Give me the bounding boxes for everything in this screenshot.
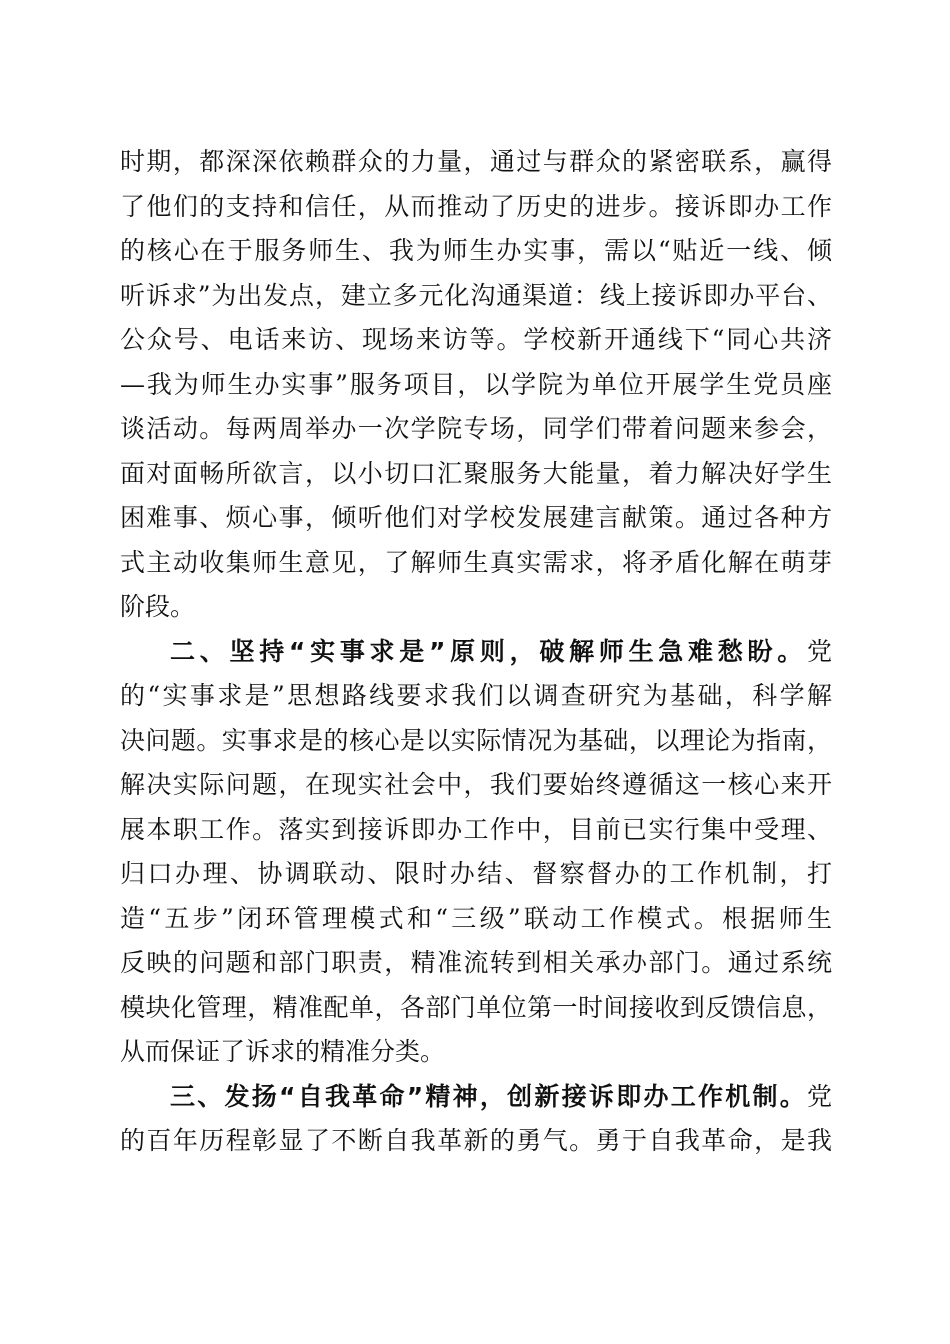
paragraph-line: 反映的问题和部门职责，精准流转到相关承办部门。通过系统 xyxy=(120,948,832,977)
section-heading: 二、坚持“实事求是”原则，破解师生急难愁盼。 xyxy=(170,636,807,666)
paragraph-line: 了他们的支持和信任，从而推动了历史的进步。接诉即办工作 xyxy=(120,191,832,221)
paragraph-line: 决问题。实事求是的核心是以实际情况为基础，以理论为指南， xyxy=(120,725,832,755)
paragraph-line: 的“实事求是”思想路线要求我们以调查研究为基础，科学解 xyxy=(120,681,832,710)
paragraph-line: 归口办理、协调联动、限时办结、督察督办的工作机制，打 xyxy=(120,859,832,888)
heading-line-rest: 党 xyxy=(806,636,832,666)
paragraph-line: 时期，都深深依赖群众的力量，通过与群众的紧密联系，赢得 xyxy=(120,147,832,176)
paragraph-line: 听诉求”为出发点，建立多元化沟通渠道：线上接诉即办平台、 xyxy=(120,280,832,310)
paragraph-line: 从而保证了诉求的精准分类。 xyxy=(120,1037,446,1066)
document-body xyxy=(120,140,832,1164)
section-heading: 三、发扬“自我革命”精神，创新接诉即办工作机制。 xyxy=(170,1081,807,1111)
heading-line-rest: 党 xyxy=(806,1081,832,1111)
paragraph-line: 谈活动。每两周举办一次学院专场，同学们带着问题来参会， xyxy=(120,414,832,443)
paragraph-line: 公众号、电话来访、现场来访等。学校新开通线下“同心共济 xyxy=(120,325,832,354)
paragraph-line: 式主动收集师生意见，了解师生真实需求，将矛盾化解在萌芽 xyxy=(120,547,832,577)
paragraph-line: 面对面畅所欲言，以小切口汇聚服务大能量，着力解决好学生 xyxy=(120,458,832,488)
paragraph-line: 模块化管理，精准配单，各部门单位第一时间接收到反馈信息， xyxy=(120,992,832,1022)
paragraph-line: —我为师生办实事”服务项目，以学院为单位开展学生党员座 xyxy=(120,369,832,399)
paragraph-line: 展本职工作。落实到接诉即办工作中，目前已实行集中受理、 xyxy=(120,814,832,844)
paragraph-line: 造“五步”闭环管理模式和“三级”联动工作模式。根据师生 xyxy=(120,903,832,933)
section-heading-line xyxy=(120,630,832,675)
paragraph-line: 的核心在于服务师生、我为师生办实事，需以“贴近一线、倾 xyxy=(120,236,832,265)
paragraph-line: 的百年历程彰显了不断自我革新的勇气。勇于自我革命，是我 xyxy=(120,1126,832,1155)
paragraph-line: 困难事、烦心事，倾听他们对学校发展建言献策。通过各种方 xyxy=(120,503,832,532)
paragraph-line: 解决实际问题，在现实社会中，我们要始终遵循这一核心来开 xyxy=(120,770,832,799)
paragraph-line: 阶段。 xyxy=(120,592,196,621)
section-heading-line xyxy=(120,1075,832,1120)
